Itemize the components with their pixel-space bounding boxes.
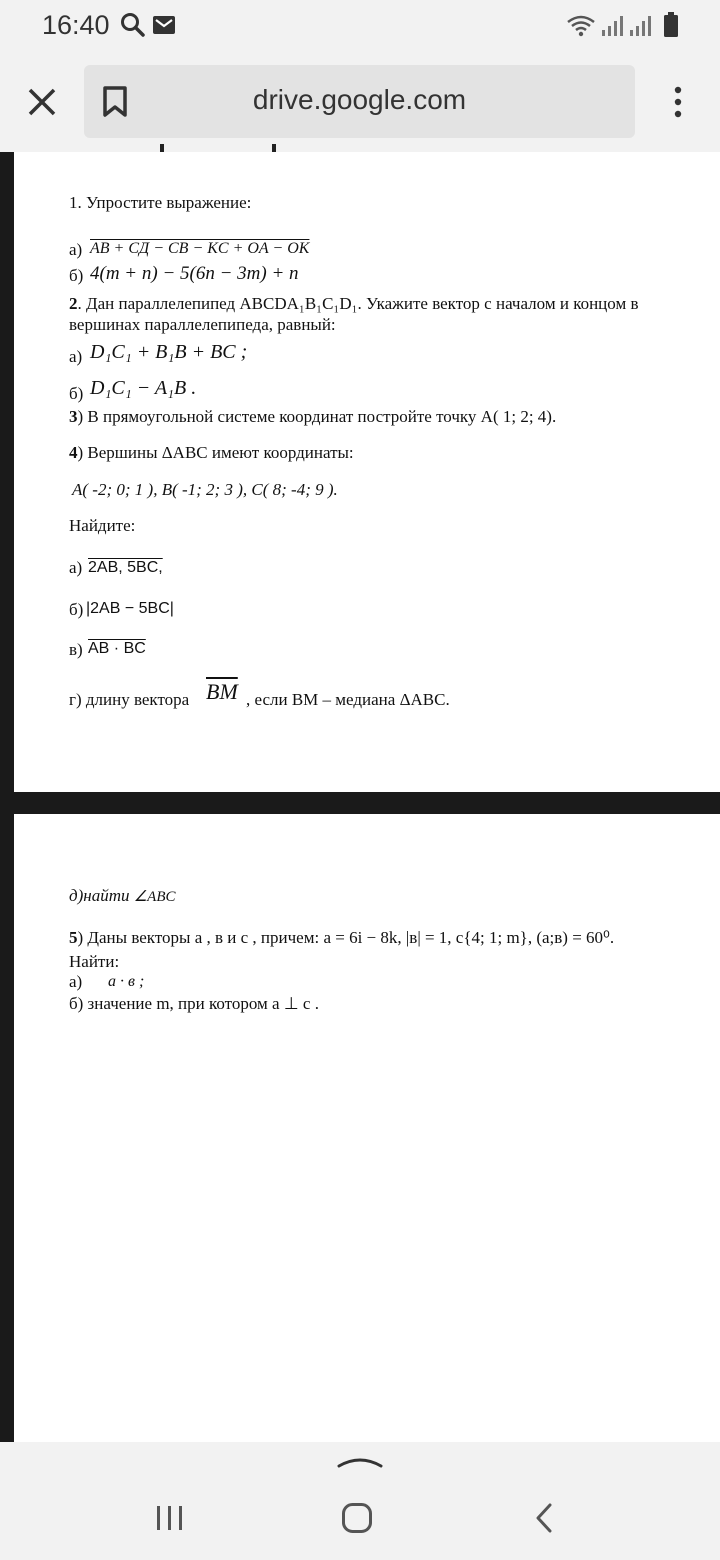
q4b-label: б): [69, 600, 84, 619]
q1b-expression: 4(m + n) − 5(6n − 3m) + n: [90, 263, 299, 284]
document-viewer[interactable]: [0, 152, 720, 1442]
status-time: 16:40: [42, 10, 110, 40]
find-label-2: Найти:: [69, 952, 120, 971]
back-icon[interactable]: [534, 1503, 554, 1538]
gmail-icon: [152, 14, 176, 41]
question-4: 4) Вершины ΔABC имеют координаты:: [69, 443, 354, 462]
q1b-label: б): [69, 266, 84, 285]
question-3: 3) В прямоугольной системе координат постройте точку A( 1; 2; 4).: [69, 407, 557, 426]
q2a-expression: D₁C₁ + B₁B + BC ;: [90, 341, 248, 363]
url-bar[interactable]: [84, 65, 635, 138]
q4a-label: а): [69, 558, 83, 577]
document-page-2: [14, 814, 720, 1442]
wifi-icon: [566, 14, 596, 43]
browser-toolbar: [0, 52, 720, 152]
q1a-label: а): [69, 240, 83, 259]
q4g-label: г) длину вектора: [69, 690, 190, 709]
q4d-label: д)найти ∠ABC: [69, 886, 176, 905]
q4g-rest: , если BM – медиана ΔABC.: [246, 690, 450, 709]
q5b: б) значение m, при котором a ⊥ c .: [69, 994, 319, 1013]
cut-off-text: [160, 144, 164, 152]
q4b-expression: |2AB − 5BC|: [86, 600, 174, 617]
q1a-expression: AB + СД − CB − KC + OA − OK: [90, 240, 310, 257]
cut-off-text: [272, 144, 276, 152]
signal-icon: [602, 14, 654, 43]
q2a-label: а): [69, 347, 83, 366]
q4v-label: в): [69, 640, 83, 659]
more-icon[interactable]: [672, 86, 684, 123]
home-icon[interactable]: [341, 1502, 373, 1539]
question-2-line2: вершинах параллелепипеда, равный:: [69, 315, 336, 334]
q4a-expression: 2AB, 5BC,: [88, 559, 163, 576]
q4-coordinates: A( -2; 0; 1 ), B( -1; 2; 3 ), C( 8; -4; 9 ).: [72, 480, 338, 499]
search-icon: [120, 12, 146, 43]
close-icon[interactable]: [26, 86, 58, 123]
q4v-expression: AB · BC: [88, 640, 146, 657]
battery-icon: [663, 12, 679, 43]
recents-icon[interactable]: [155, 1504, 185, 1537]
q2b-expression: D₁C₁ − A₁B .: [90, 377, 197, 399]
question-2-line1: 2. Дан параллелепипед ABCDA₁B₁C₁D₁. Укажите вектор с началом и концом в: [69, 294, 639, 313]
nav-bar: [0, 1442, 720, 1560]
url-text: drive.google.com: [252, 84, 467, 115]
document-page-1: [14, 152, 720, 792]
status-bar: [0, 0, 720, 52]
find-label: Найдите:: [69, 516, 136, 535]
q5a-label: а): [69, 972, 83, 991]
q2b-label: б): [69, 384, 84, 403]
q4g-vector: $\overline{BM}$: [206, 679, 238, 704]
question-5: 5) Даны векторы a , в и c , причем: a = 6i − 8k, |в| = 1, c{4; 1; m}, (a;в) = 60⁰.: [69, 928, 615, 947]
q5a-expression: a · в ;: [108, 973, 145, 990]
chevron-up-icon[interactable]: [336, 1452, 384, 1475]
question-1: 1. Упростите выражение:: [69, 193, 252, 212]
